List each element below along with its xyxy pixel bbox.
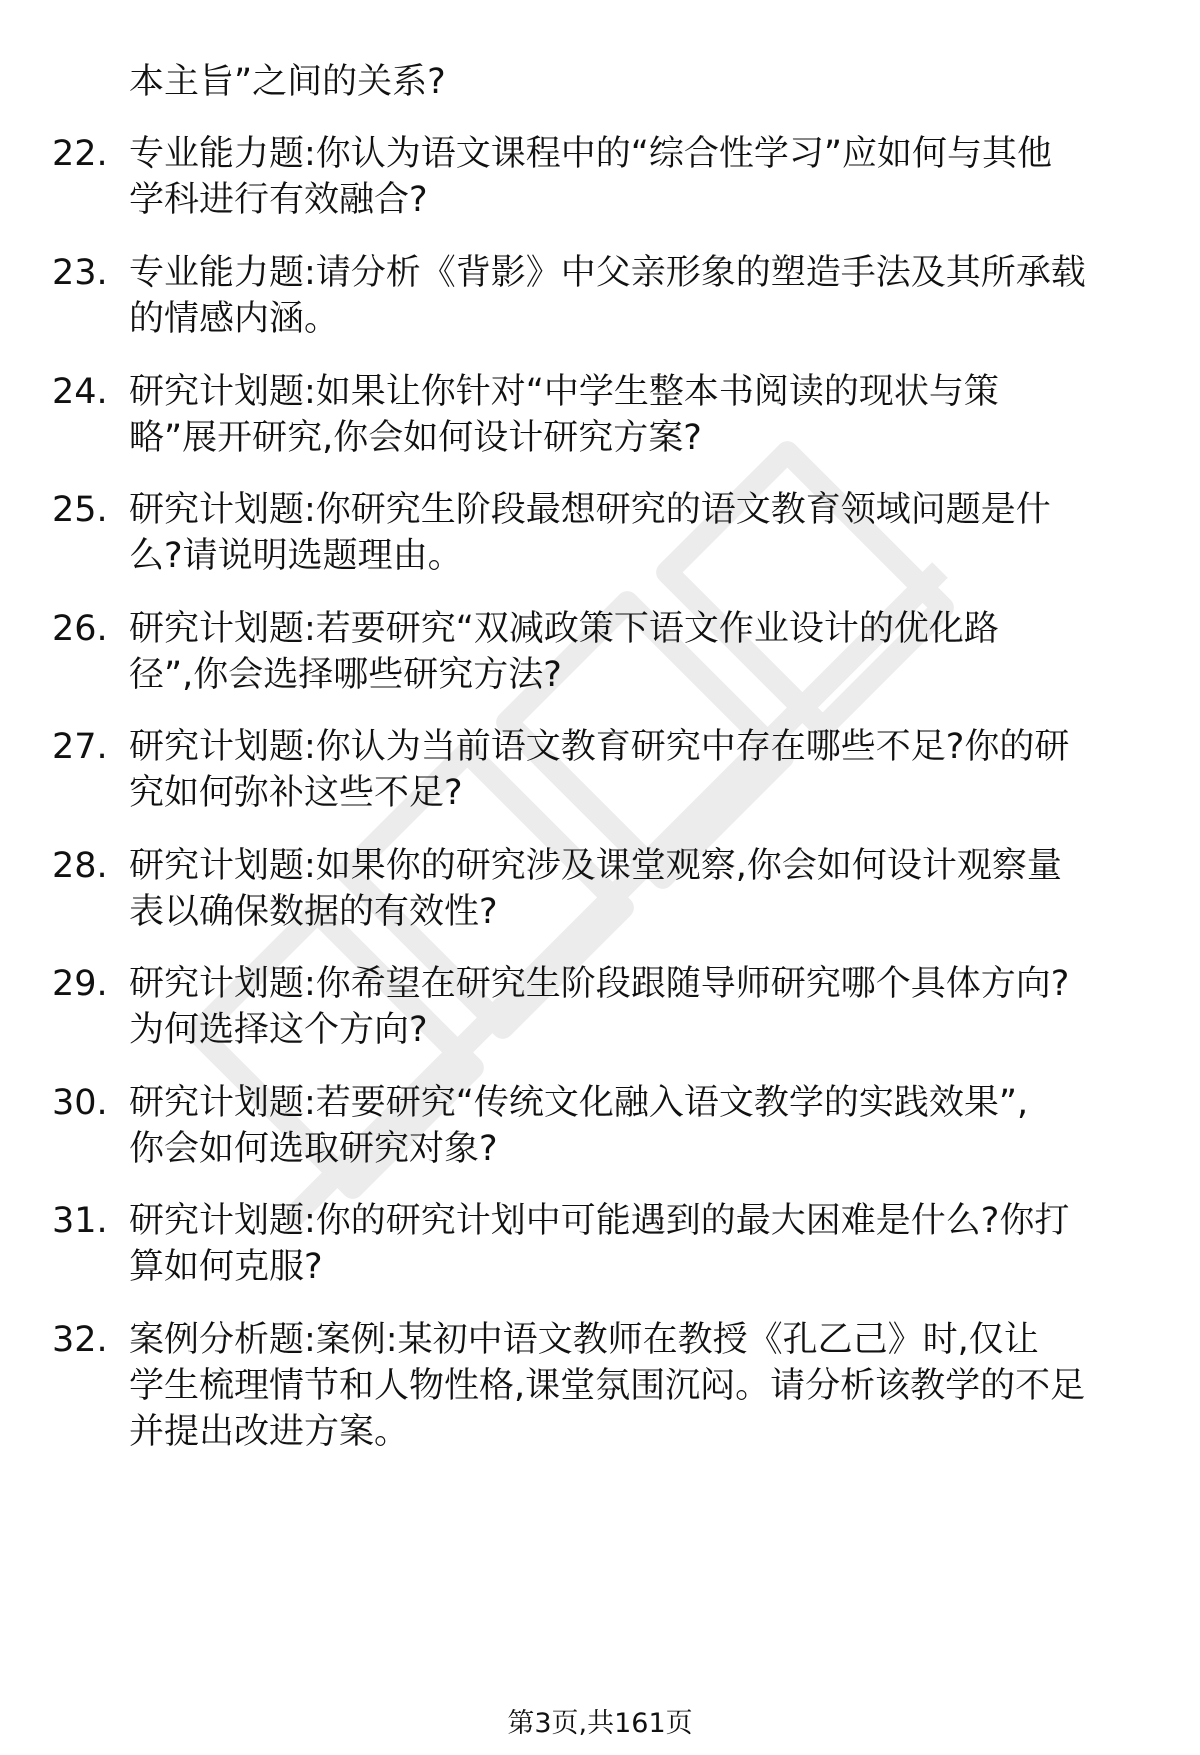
page-footer: 第3页,共161页 (507, 1708, 693, 1739)
question-number: 32. (52, 1320, 108, 1360)
question-text: 研究计划题:你的研究计划中可能遇到的最大困难是什么?你打 算如何克服? (129, 1201, 1070, 1287)
question-number: 27. (52, 727, 108, 767)
question-number: 30. (52, 1083, 108, 1123)
question-number: 24. (52, 372, 108, 412)
question-text: 专业能力题:你认为语文课程中的“综合性学习”应如何与其他 学科进行有效融合? (129, 134, 1053, 220)
question-number: 29. (52, 964, 108, 1004)
question-text: 研究计划题:你认为当前语文教育研究中存在哪些不足?你的研 究如何弥补这些不足? (129, 727, 1070, 813)
question-text: 研究计划题:你研究生阶段最想研究的语文教育领域问题是什 么?请说明选题理由。 (129, 490, 1051, 576)
question-text: 研究计划题:如果你的研究涉及课堂观察,你会如何设计观察量 表以确保数据的有效性? (129, 846, 1062, 932)
question-number: 31. (52, 1201, 108, 1241)
question-number: 28. (52, 846, 108, 886)
question-text: 研究计划题:你希望在研究生阶段跟随导师研究哪个具体方向? 为何选择这个方向? (129, 964, 1070, 1050)
question-text: 研究计划题:若要研究“传统文化融入语文教学的实践效果”, 你会如何选取研究对象? (129, 1083, 1029, 1169)
question-number: 22. (52, 134, 108, 174)
question-text: 研究计划题:若要研究“双减政策下语文作业设计的优化路 径”,你会选择哪些研究方法? (129, 609, 999, 695)
question-number: 25. (52, 490, 108, 530)
question-text: 研究计划题:如果让你针对“中学生整本书阅读的现状与策 略”展开研究,你会如何设计研究方案? (129, 372, 999, 458)
question-number: 23. (52, 253, 108, 293)
question-text: 案例分析题:案例:某初中语文教师在教授《孔乙己》时,仅让 学生梳理情节和人物性格,课堂氛围沉闷。请分析该教学的不足 并提出改进方案。 (129, 1320, 1086, 1452)
continuation-text: 本主旨”之间的关系? (129, 62, 446, 102)
question-number: 26. (52, 609, 108, 649)
question-text: 专业能力题:请分析《背影》中父亲形象的塑造手法及其所承载 的情感内涵。 (129, 253, 1086, 339)
